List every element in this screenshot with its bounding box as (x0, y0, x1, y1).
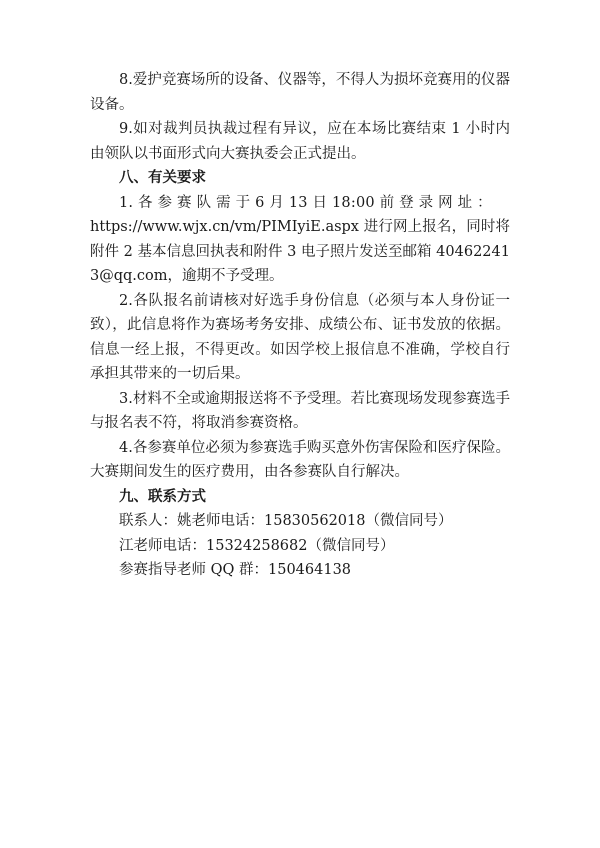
requirement-1-body: https://www.wjx.cn/vm/PIMIyiE.aspx 进行网上报名，同时将附件 2 基本信息回执表和附件 3 电子照片发送至邮箱 404622413@qq.com，逾期不予受理。 (90, 219, 510, 284)
requirement-1-line1: 1. 各 参 赛 队 需 于 6 月 13 日 18:00 前 登 录 网 址 ： (119, 194, 492, 211)
contact-line-1: 联系人：姚老师电话：15830562018（微信同号） (119, 513, 453, 529)
requirement-4: 4.各参赛单位必须为参赛选手购买意外伤害保险和医疗保险。大赛期间发生的医疗费用，由各参赛队自行解决。 (90, 439, 510, 480)
document-page (90, 68, 510, 583)
rule-item-8: 8.爱护竞赛场所的设备、仪器等，不得人为损坏竞赛用的仪器设备。 (90, 72, 510, 113)
requirement-2: 2.各队报名前请核对好选手身份信息（必须与本人身份证一致），此信息将作为赛场考务安排、成绩公布、证书发放的依据。信息一经上报，不得更改。如因学校上报信息不准确，学校自行承担其带来的一切后果。 (90, 292, 510, 382)
contact-line-3: 参赛指导老师 QQ 群：150464138 (119, 562, 352, 578)
section-heading-requirements: 八、有关要求 (119, 170, 206, 186)
contact-line-2: 江老师电话：15324258682（微信同号） (119, 537, 395, 554)
requirement-3: 3.材料不全或逾期报送将不予受理。若比赛现场发现参赛选手与报名表不符，将取消参赛资格。 (90, 390, 510, 431)
section-heading-contact: 九、联系方式 (119, 488, 206, 505)
rule-item-9: 9.如对裁判员执裁过程有异议，应在本场比赛结束 1 小时内由领队以书面形式向大赛执委会正式提出。 (90, 121, 510, 162)
